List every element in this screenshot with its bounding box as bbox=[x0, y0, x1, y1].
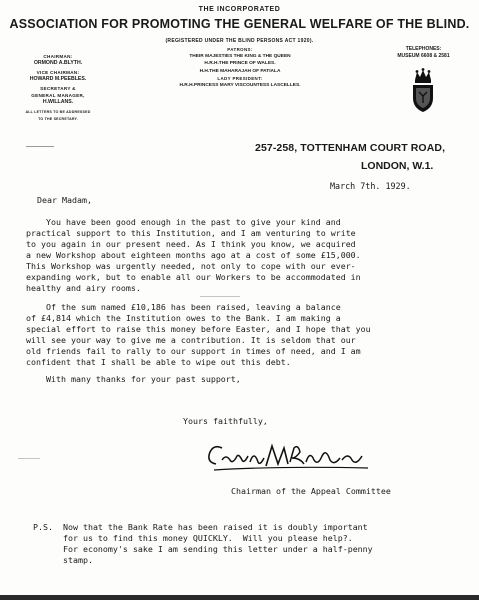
president-name: H.R.H.PRINCESS MARY VISCOUNTESS LASCELLES. bbox=[179, 83, 301, 89]
paragraph-2-line: special effort to raise this money before Easter, and I hope that you bbox=[26, 324, 371, 334]
telephones-heading: TELEPHONES: bbox=[405, 46, 442, 52]
vice-chairman-name: HOWARD M.PEEBLES. bbox=[29, 76, 87, 82]
telephone-numbers: MUSEUM 6608 & 2581 bbox=[397, 53, 450, 59]
patron-line-1: THEIR MAJESTIES THE KING & THE QUEEN bbox=[189, 54, 291, 60]
paragraph-2-line: confident that I shall be able to wipe out this debt. bbox=[26, 357, 291, 367]
address-note-1: ALL LETTERS TO BE ADDRESSED bbox=[25, 110, 91, 114]
closing: Yours faithfully, bbox=[183, 416, 268, 426]
chairman-role: CHAIRMAN: bbox=[43, 54, 73, 59]
postscript-line: for us to find this money QUICKLY. Will you please help?. bbox=[33, 533, 353, 543]
secretary-name: H.WILLANS. bbox=[42, 99, 74, 105]
handwritten-signature bbox=[200, 440, 380, 476]
paragraph-1-line: healthy and airy rooms. bbox=[26, 283, 141, 293]
paragraph-1-line: to you again in our present need. As I think you know, we acquired bbox=[26, 239, 356, 249]
organization-name: ASSOCIATION FOR PROMOTING THE GENERAL WELFARE OF THE BLIND. bbox=[9, 17, 470, 31]
signer-title: Chairman of the Appeal Committee bbox=[231, 486, 391, 496]
letter-date: March 7th. 1929. bbox=[330, 181, 411, 191]
paragraph-1-line: a new Workshop about eighteen months ago at a cost of some £15,000. bbox=[26, 250, 361, 260]
paragraph-1-line: This Workshop was urgently needed, not only to cope with our ever- bbox=[26, 261, 356, 271]
postscript-line: P.S. Now that the Bank Rate has been raised it is doubly important bbox=[33, 522, 368, 532]
address-note-2: TO THE SECRETARY. bbox=[38, 117, 78, 121]
president-role: LADY PRESIDENT: bbox=[217, 75, 263, 81]
paragraph-1-line: practical support to this Institution, and I am venturing to write bbox=[26, 228, 356, 238]
incorporated-line: THE INCORPORATED bbox=[198, 6, 281, 13]
chairman-name: ORMOND A.BLYTH. bbox=[33, 60, 83, 66]
secretary-role-1: SECRETARY & bbox=[40, 86, 76, 91]
scan-mark bbox=[26, 146, 54, 147]
patrons-heading: PATRONS: bbox=[227, 47, 253, 52]
scan-edge bbox=[0, 595, 479, 600]
patron-line-2: H.R.H.THE PRINCE OF WALES. bbox=[204, 61, 276, 67]
secretary-role-2: GENERAL MANAGER, bbox=[31, 93, 85, 98]
patron-line-3: H.H.THE MAHARAJAH OF PATIALA bbox=[199, 68, 281, 74]
scan-mark bbox=[200, 296, 240, 297]
postscript-line: stamp. bbox=[33, 555, 93, 565]
address-line-1: 257-258, TOTTENHAM COURT ROAD, bbox=[255, 142, 446, 154]
paragraph-2-line: old friends fail to rally to our support in times of need, and I am bbox=[26, 346, 361, 356]
paragraph-3: With many thanks for your past support, bbox=[26, 374, 241, 384]
salutation: Dear Madam, bbox=[37, 195, 92, 205]
paragraph-2-line: will see your way to give me a contribution. It is seldom that our bbox=[26, 335, 356, 345]
paragraph-1-line: expanding work, but to enable all our Workers to be accommodated in bbox=[26, 272, 361, 282]
paragraph-1-line: You have been good enough in the past to give your kind and bbox=[26, 217, 341, 227]
postscript-line: For economy's sake I am sending this letter under a half-penny bbox=[33, 544, 373, 554]
scan-mark bbox=[18, 458, 40, 459]
paragraph-2-line: of £4,814 which the Institution owes to the Bank. I am making a bbox=[26, 313, 341, 323]
address-line-2: LONDON, W.1. bbox=[361, 160, 434, 172]
vice-chairman-role: VICE CHAIRMAN: bbox=[36, 70, 80, 75]
paragraph-2-line: Of the sum named £10,186 has been raised, leaving a balance bbox=[26, 302, 341, 312]
registration-line: (REGISTERED UNDER THE BLIND PERSONS ACT 1920). bbox=[165, 38, 314, 44]
